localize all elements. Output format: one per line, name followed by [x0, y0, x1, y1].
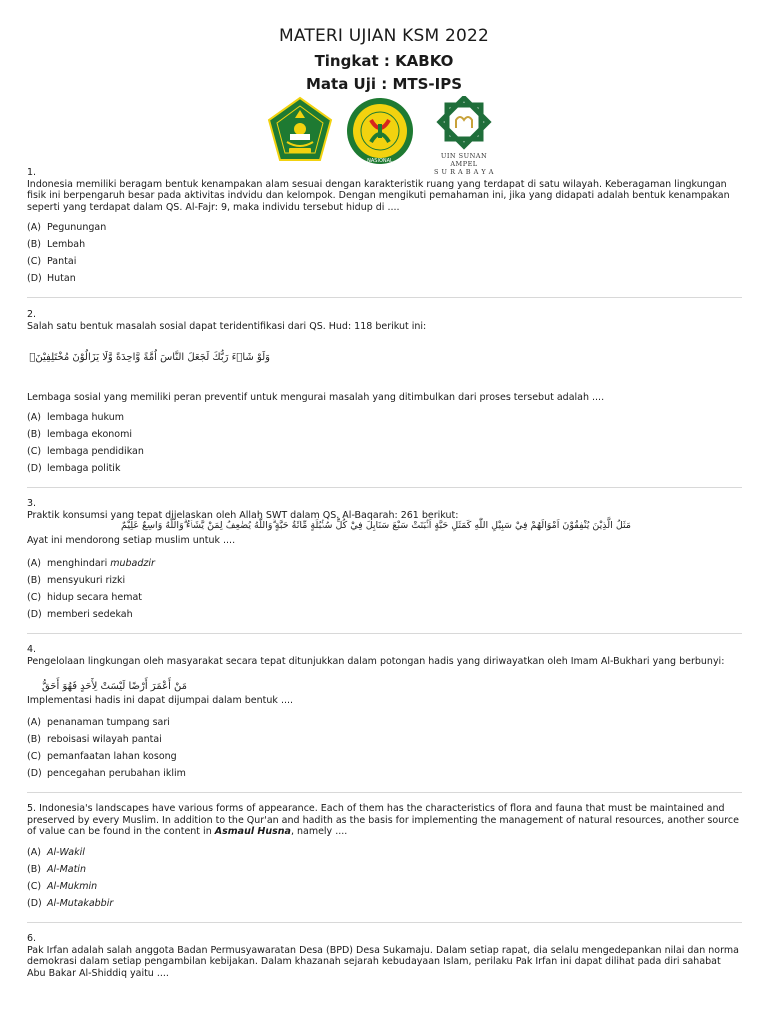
- option-text-italic: mubadzir: [110, 558, 155, 569]
- option-a[interactable]: [27, 717, 170, 728]
- question-3: [27, 498, 742, 521]
- option-text-prefix: menghindari: [47, 558, 111, 569]
- hadith-text: مَنْ أَعْمَرَ أَرْضًا لَيْسَتْ لِأَحَدٍ فَهُوَ أَحَقُّ: [41, 681, 187, 692]
- option-text: lembaga ekonomi: [47, 429, 133, 440]
- option-text: penanaman tumpang sari: [47, 717, 170, 728]
- question-3-prompt: [27, 535, 742, 547]
- option-label: (D): [27, 273, 42, 284]
- uinsa-logo: [432, 96, 496, 152]
- option-label: (A): [27, 222, 41, 233]
- option-d[interactable]: [27, 463, 120, 474]
- option-text: memberi sedekah: [47, 609, 133, 620]
- kemenag-logo: [265, 96, 335, 166]
- option-label: (C): [27, 446, 42, 457]
- question-4-prompt: [27, 695, 742, 707]
- exam-title: MATERI UJIAN KSM 2022: [278, 26, 490, 46]
- question-1: [27, 167, 742, 213]
- question-number: 2.: [27, 309, 37, 320]
- question-number: 6.: [27, 933, 37, 944]
- question-divider: [27, 922, 742, 923]
- option-label: (B): [27, 734, 41, 745]
- uinsa-line-1: UIN SUNAN AMPEL: [440, 152, 488, 168]
- question-stem-text: Indonesia's landscapes have various forms of appearance. Each of them has the characteristics of flora and fauna that must be maintained and preserved by every Muslim. In addition to the Qur'an and hadith as the basis for implementing the management of natural resources, another source of value can be found in the content in: [27, 803, 739, 838]
- subject-label: Mata Uji : MTS-IPS: [305, 75, 463, 93]
- question-divider: [27, 633, 742, 634]
- question-stem: Pengelolaan lingkungan oleh masyarakat secara tepat ditunjukkan dalam potongan hadis yang diriwayatkan oleh Imam Al-Bukhari yang berbunyi:: [27, 655, 725, 667]
- option-d[interactable]: [27, 273, 76, 284]
- question-stem-emphasis: Asmaul Husna: [214, 826, 291, 838]
- option-label: (C): [27, 881, 42, 892]
- option-a[interactable]: [27, 847, 85, 858]
- option-label: (C): [27, 256, 42, 267]
- quran-verse: مَثَلُ الَّذِيْنَ يُنْفِقُوْنَ اَمْوَالَهُمْ فِيْ سَبِيْلِ اللّٰهِ كَمَثَلِ حَبَّةٍ اَنْۢبَتَتْ سَبْعَ سَنَابِلَ فِيْ كُلِّ سُنْۢبُلَةٍ مِّائَةُ حَبَّةٍ ۗوَاللّٰهُ يُضٰعِفُ لِمَنْ يَّشَاۤءُ ۗوَاللّٰهُ وَاسِعٌ عَلِيْمٌ: [121, 520, 631, 531]
- option-a[interactable]: [27, 222, 106, 233]
- option-label: (C): [27, 751, 42, 762]
- option-text: lembaga pendidikan: [47, 446, 144, 457]
- option-label: (D): [27, 609, 42, 620]
- option-text: Al-Mutakabbir: [47, 898, 114, 909]
- option-label: (D): [27, 768, 42, 779]
- option-label: (D): [27, 463, 42, 474]
- logo-row: [260, 96, 510, 176]
- option-text: pemanfaatan lahan kosong: [47, 751, 177, 762]
- question-5: [27, 803, 742, 838]
- question-stem: Praktik konsumsi yang tepat dijelaskan oleh Allah SWT dalam QS. Al-Baqarah: 261 berikut:: [27, 509, 459, 521]
- option-b[interactable]: [27, 575, 125, 586]
- option-c[interactable]: [27, 881, 97, 892]
- option-text: lembaga hukum: [47, 412, 124, 423]
- question-stem: Pak Irfan adalah salah anggota Badan Permusyawaratan Desa (BPD) Desa Sukamaju. Dalam setiap rapat, dia selalu mengedepankan nilai dan norma demokrasi dalam setiap pengambilan kebijakan. Dalam khazanah sejarah kebudayaan Islam, perilaku Pak Irfan ini dapat dilihat pada diri sahabat Abu Bakar Al-Shiddiq yaitu ....: [27, 944, 739, 979]
- option-d[interactable]: [27, 609, 133, 620]
- option-text: [47, 558, 155, 569]
- option-text: Al-Matin: [47, 864, 86, 875]
- option-text: pencegahan perubahan iklim: [47, 768, 186, 779]
- option-label: (A): [27, 558, 41, 569]
- option-text: Lembah: [47, 239, 86, 250]
- option-text: Al-Wakil: [47, 847, 85, 858]
- question-6: [27, 933, 742, 979]
- question-stem-end: , namely ....: [290, 826, 348, 838]
- option-text: mensyukuri rizki: [47, 575, 126, 586]
- option-a[interactable]: [27, 558, 155, 569]
- question-number: 3.: [27, 498, 37, 509]
- option-d[interactable]: [27, 898, 113, 909]
- question-number: 5.: [27, 803, 37, 814]
- option-label: (B): [27, 575, 41, 586]
- option-text: Pegunungan: [47, 222, 107, 233]
- option-text: reboisasi wilayah pantai: [47, 734, 162, 745]
- option-b[interactable]: [27, 734, 162, 745]
- uinsa-line-2: S U R A B A Y A: [434, 168, 494, 176]
- question-number: 4.: [27, 644, 37, 655]
- option-label: (A): [27, 847, 41, 858]
- option-label: (B): [27, 864, 41, 875]
- quran-verse: وَلَوْ شَاۤءَ رَبُّكَ لَجَعَلَ النَّاسَ اُمَّةً وَّاحِدَةً وَّلَا يَزَالُوْنَ مُخْتَلِفِيْنَۙ: [29, 352, 270, 363]
- option-b[interactable]: [27, 864, 86, 875]
- question-divider: [27, 792, 742, 793]
- option-d[interactable]: [27, 768, 186, 779]
- question-stem: Indonesia memiliki beragam bentuk kenampakan alam sesuai dengan karakteristik ruang yang terdapat di satu wilayah. Keberagaman lingkungan fisik ini berpengaruh besar pada aktivitas indvidu dan kelompok. Dengan mengikuti pemahaman ini, jika yang didapati adalah bentuk kenampakan seperti yang terdapat dalam QS. Al-Fajr: 9, maka individu tersebut hidup di ....: [27, 178, 730, 213]
- option-c[interactable]: [27, 592, 142, 603]
- option-text: Hutan: [47, 273, 76, 284]
- option-b[interactable]: [27, 429, 132, 440]
- option-label: (C): [27, 592, 42, 603]
- option-label: (B): [27, 429, 41, 440]
- option-label: (B): [27, 239, 41, 250]
- option-c[interactable]: [27, 446, 144, 457]
- question-divider: [27, 487, 742, 488]
- question-4: [27, 644, 742, 667]
- question-prompt: Ayat ini mendorong setiap muslim untuk ....: [27, 535, 236, 546]
- question-divider: [27, 297, 742, 298]
- option-text: Al-Mukmin: [47, 881, 98, 892]
- ksm-logo: [345, 96, 415, 166]
- option-text: lembaga politik: [47, 463, 121, 474]
- option-text: Pantai: [47, 256, 77, 267]
- option-label: (A): [27, 717, 41, 728]
- level-label: Tingkat : KABKO: [314, 52, 454, 70]
- option-c[interactable]: [27, 751, 177, 762]
- option-b[interactable]: [27, 239, 85, 250]
- option-text: hidup secara hemat: [47, 592, 143, 603]
- question-number: 1.: [27, 167, 37, 178]
- option-a[interactable]: [27, 412, 124, 423]
- question-stem: Salah satu bentuk masalah sosial dapat teridentifikasi dari QS. Hud: 118 berikut ini:: [27, 320, 427, 332]
- question-2: [27, 309, 742, 332]
- option-label: (D): [27, 898, 42, 909]
- question-2-prompt: [27, 392, 742, 404]
- option-c[interactable]: [27, 256, 76, 267]
- option-label: (A): [27, 412, 41, 423]
- question-prompt: Implementasi hadis ini dapat dijumpai dalam bentuk ....: [27, 695, 294, 706]
- question-stem: [27, 803, 742, 838]
- question-prompt: Lembaga sosial yang memiliki peran preventif untuk mengurai masalah yang ditimbulkan dari proses tersebut adalah ....: [27, 392, 605, 403]
- ksm-logo-bottom-text: NASIONAL: [367, 158, 393, 164]
